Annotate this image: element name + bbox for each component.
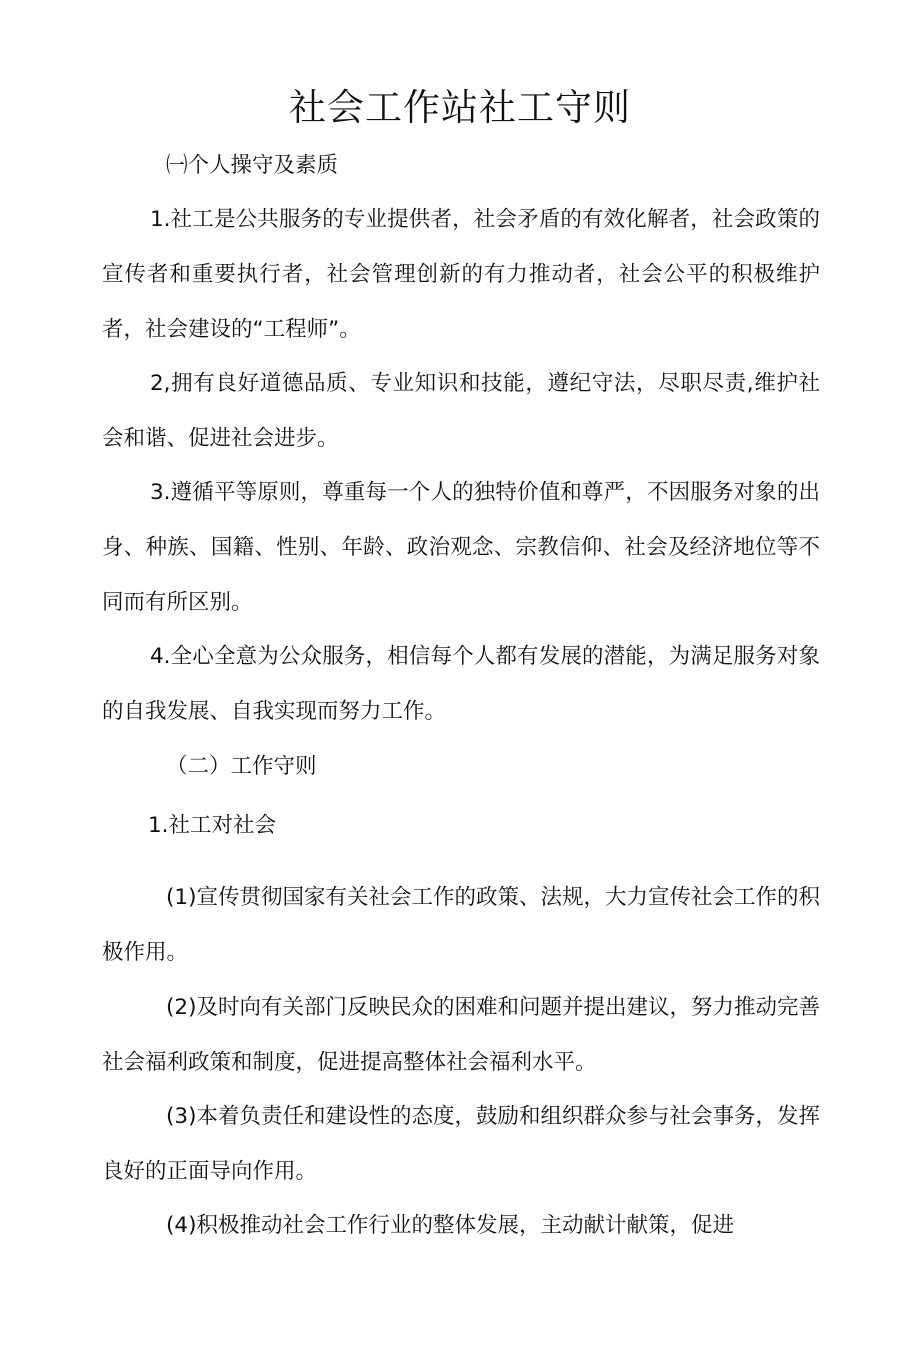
section-1-item-2: 2,拥有良好道德品质、专业知识和技能，遵纪守法，尽职尽责,维护社会和谐、促进社会进步。 bbox=[102, 371, 820, 451]
section-2-subheading: 1.社工对社会 bbox=[148, 813, 277, 838]
section-2-item-1: (1)宣传贯彻国家有关社会工作的政策、法规，大力宣传社会工作的积极作用。 bbox=[102, 885, 820, 965]
section-1-item-4: 4.全心全意为公众服务，相信每个人都有发展的潜能，为满足服务对象的自我发展、自我实现而努力工作。 bbox=[102, 644, 820, 724]
section-1-item-1: 1.社工是公共服务的专业提供者，社会矛盾的有效化解者，社会政策的宣传者和重要执行者，社会管理创新的有力推动者，社会公平的积极维护者，社会建设的“工程师”。 bbox=[102, 207, 820, 342]
section-2-heading: （二）工作守则 bbox=[166, 754, 317, 779]
section-1-heading: ㈠个人操守及素质 bbox=[166, 153, 339, 178]
document-title: 社会工作站社工守则 bbox=[289, 86, 631, 129]
section-2-item-2: (2)及时向有关部门反映民众的困难和问题并提出建议，努力推动完善社会福利政策和制度，促进提高整体社会福利水平。 bbox=[102, 995, 820, 1075]
section-2-item-3: (3)本着负责任和建设性的态度，鼓励和组织群众参与社会事务，发挥良好的正面导向作用。 bbox=[102, 1104, 820, 1184]
section-2-item-4: (4)积极推动社会工作行业的整体发展，主动献计献策，促进 bbox=[166, 1213, 734, 1238]
section-1-item-3: 3.遵循平等原则，尊重每一个人的独特价值和尊严，不因服务对象的出身、种族、国籍、性别、年龄、政治观念、宗教信仰、社会及经济地位等不同而有所区别。 bbox=[102, 480, 820, 615]
